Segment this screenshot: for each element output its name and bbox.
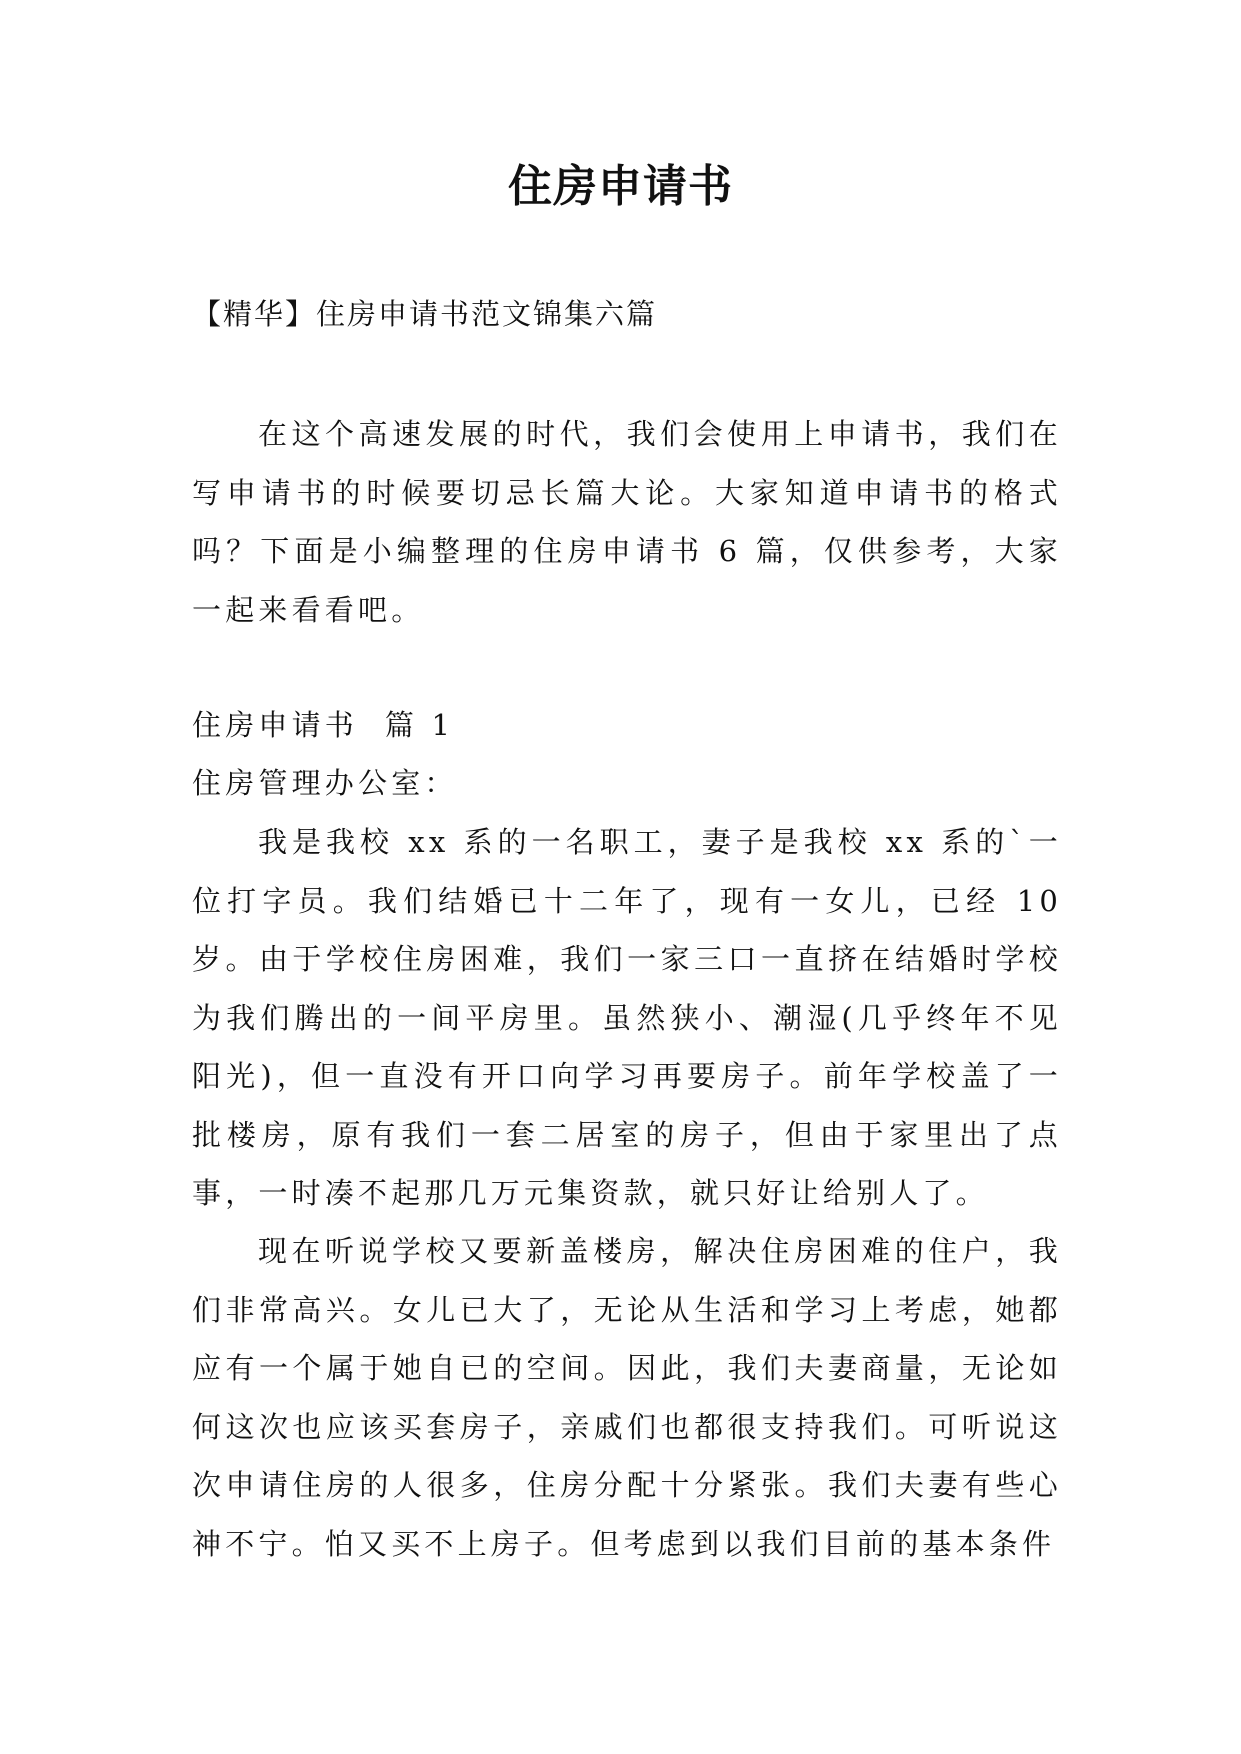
body-paragraph: 我是我校 xx 系的一名职工，妻子是我校 xx 系的`一位打字员。我们结婚已十二年了，现有一女儿，已经 10 岁。由于学校住房困难，我们一家三口一直挤在结婚时学校为我们腾出的一间平房里。虽然狭小、潮湿(几乎终年不见阳光)，但一直没有开口向学习再要房子。前年学校盖了一批楼房，原有我们一套二居室的房子，但由于家里出了点事，一时凑不起那几万元集资款，就只好让给别人了。 [192,825,1062,1210]
body-paragraph: 现在听说学校又要新盖楼房，解决住房困难的住户，我们非常高兴。女儿已大了，无论从生活和学习上考虑，她都应有一个属于她自已的空间。因此，我们夫妻商量，无论如何这次也应该买套房子，亲戚们也都很支持我们。可听说这次申请住房的人很多，住房分配十分紧张。我们夫妻有些心神不宁。怕又买不上房子。但考虑到以我们目前的基本条件 [192,1234,1062,1561]
document-title: 住房申请书 [508,161,733,212]
section-heading: 住房申请书 篇 1 [192,708,455,742]
addressee: 住房管理办公室： [192,766,458,800]
intro-paragraph: 在这个高速发展的时代，我们会使用上申请书，我们在写申请书的时候要切忌长篇大论。大家知道申请书的格式吗？下面是小编整理的住房申请书 6 篇，仅供参考，大家一起来看看吧。 [192,417,1062,627]
document-subtitle: 【精华】住房申请书范文锦集六篇 [192,297,658,331]
